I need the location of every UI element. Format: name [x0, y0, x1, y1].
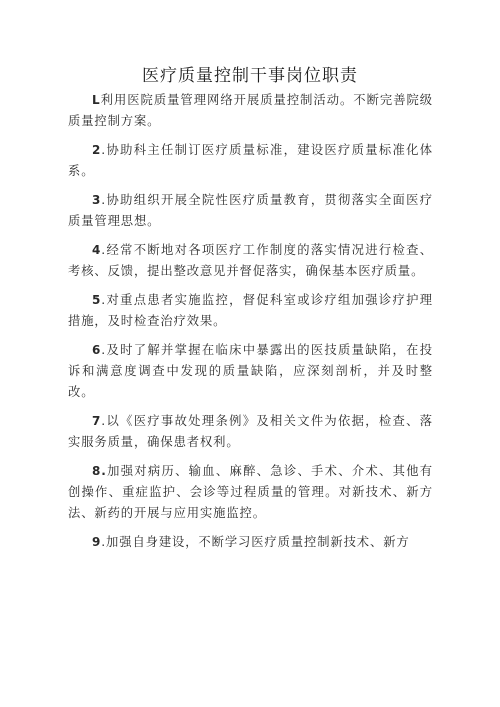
item-number: 2 — [92, 143, 102, 157]
duty-item-9 — [68, 532, 433, 553]
duty-item-2 — [68, 140, 433, 182]
duty-item-1 — [68, 90, 433, 132]
duty-item-6 — [68, 340, 433, 403]
document-body — [68, 90, 433, 561]
document-title: 医疗质量控制干事岗位职责 — [142, 66, 358, 86]
duty-item-8 — [68, 461, 433, 524]
item-text: .及时了解并掌握在临床中暴露出的医技质量缺陷，在投诉和满意度调查中发现的质量缺陷，应深刻剖析，并及时整改。 — [68, 343, 433, 399]
item-number: 9 — [92, 535, 102, 549]
item-number: L — [92, 93, 101, 107]
item-text: .对重点患者实施监控，督促科室或诊疗组加强诊疗护理措施，及时检查治疗效果。 — [68, 293, 433, 328]
item-text: 利用医院质量管理网络开展质量控制活动。不断完善院级质量控制方案。 — [68, 93, 433, 128]
duty-item-4 — [68, 240, 433, 282]
item-text: .协助科主任制订医疗质量标准，建设医疗质量标准化体系。 — [68, 143, 433, 178]
item-number: 6 — [92, 343, 102, 357]
item-number: 3 — [92, 193, 102, 207]
item-text: 加强对病历、输血、麻醉、急诊、手术、介术、其他有创操作、重症监护、会诊等过程质量的管理。对新技术、新方法、新药的开展与应用实施监控。 — [68, 464, 433, 520]
duty-item-7 — [68, 411, 433, 453]
duty-item-3 — [68, 190, 433, 232]
item-text: .协助组织开展全院性医疗质量教育，贯彻落实全面医疗质量管理思想。 — [68, 193, 433, 228]
item-text: .以《医疗事故处理条例》及相关文件为依据，检查、落实服务质量，确保患者权利。 — [68, 414, 433, 449]
duty-item-5 — [68, 290, 433, 332]
item-text: .经常不断地对各项医疗工作制度的落实情况进行检查、考核、反馈，提出整改意见并督促落实，确保基本医疗质量。 — [68, 243, 433, 278]
item-number: 7 — [92, 414, 102, 428]
item-number: 8. — [92, 464, 107, 478]
item-text: .加强自身建设，不断学习医疗质量控制新技术、新方 — [101, 535, 410, 549]
item-number: 4 — [92, 243, 102, 257]
item-number: 5 — [92, 293, 102, 307]
